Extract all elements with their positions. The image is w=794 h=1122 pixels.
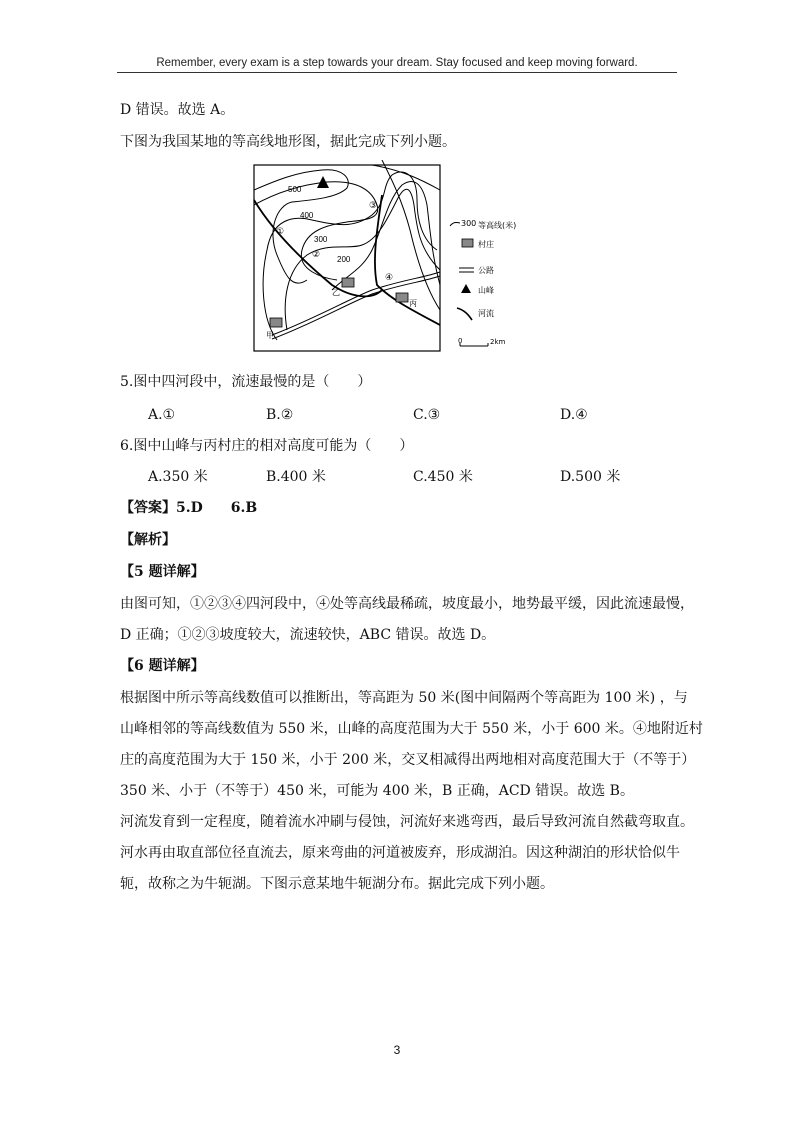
- header-motto: Remember, every exam is a step towards your dream. Stay focused and keep moving forward.: [156, 57, 638, 69]
- q5-option-c: C.③: [413, 407, 441, 423]
- village-label-bing: 丙: [409, 299, 417, 308]
- legend-contour-value: 300: [461, 219, 477, 228]
- oxbow-intro-line-2: 河水再由取直部位径直流去，原来弯曲的河道被废弃，形成湖泊。因这种湖泊的形状恰似牛: [120, 845, 680, 861]
- oxbow-intro-line-1: 河流发育到一定程度，随着流水冲刷与侵蚀，河流好来逃弯西，最后导致河流自然截弯取直。: [120, 814, 694, 830]
- contour-east: [382, 160, 440, 310]
- contour-label-500: 500: [288, 185, 302, 194]
- legend-river-icon: [457, 308, 472, 320]
- q5-detail-line-1: 由图可知，①②③④四河段中，④处等高线最稀疏，坡度最小，地势最平缓，因此流速最慢，: [120, 596, 694, 612]
- village-label-jia: 甲: [266, 331, 274, 340]
- contour-label-300: 300: [314, 235, 328, 244]
- legend-contour-icon: [450, 222, 460, 226]
- contour-lines: [254, 160, 440, 340]
- contour-map-figure: [252, 160, 542, 359]
- scale-zero: 0: [458, 337, 463, 345]
- analysis-heading: 【解析】: [120, 532, 176, 548]
- q5-option-d: D.④: [560, 407, 588, 423]
- segment-label-4: ④: [385, 273, 394, 283]
- segment-label-1: ①: [276, 227, 285, 237]
- question-5-stem: 5.图中四河段中，流速最慢的是（ ）: [120, 374, 372, 390]
- q6-detail-line-1: 根据图中所示等高线数值可以推断出，等高距为 50 米(图中间隔两个等高距为 100 米) ，与: [120, 690, 688, 706]
- question-6-stem: 6.图中山峰与丙村庄的相对高度可能为（ ）: [120, 438, 414, 454]
- q5-option-a: A.①: [148, 407, 176, 423]
- legend-road-text: 公路: [478, 266, 494, 275]
- scale-dist: 2km: [490, 338, 506, 346]
- prev-answer-tail: D 错误。故选 A。: [120, 102, 235, 118]
- q6-option-c: C.450 米: [413, 469, 473, 485]
- question-intro: 下图为我国某地的等高线地形图，据此完成下列小题。: [120, 134, 456, 150]
- river-line: [375, 195, 440, 325]
- q6-option-d: D.500 米: [560, 469, 621, 485]
- q5-detail-heading: 【5 题详解】: [120, 564, 205, 580]
- village-label-yi: 乙: [332, 288, 340, 297]
- q6-option-b: B.400 米: [266, 469, 326, 485]
- q6-detail-line-4: 350 米、小于（不等于）450 米，可能为 400 米，B 正确，ACD 错误。故选 B。: [120, 783, 634, 799]
- q6-option-a: A.350 米: [148, 469, 208, 485]
- segment-label-2: ②: [312, 250, 321, 260]
- page-number: 3: [393, 1043, 401, 1057]
- legend-peak-icon: [461, 284, 471, 293]
- legend-river-text: 河流: [478, 309, 494, 318]
- segment-label-3: ③: [369, 201, 378, 211]
- q5-detail-line-2: D 正确；①②③坡度较大，流速较快，ABC 错误。故选 D。: [120, 627, 496, 643]
- river-tributary: [254, 200, 382, 296]
- contour-map-svg: [252, 160, 542, 355]
- q6-detail-heading: 【6 题详解】: [120, 658, 205, 674]
- legend-contour-text: 等高线(米): [478, 221, 517, 230]
- legend-village-text: 村庄: [478, 240, 494, 249]
- contour-label-400: 400: [300, 211, 314, 220]
- legend-village-icon: [462, 239, 473, 247]
- contour-label-200: 200: [337, 255, 351, 264]
- q6-detail-line-3: 庄的高度范围为大于 150 米，小于 200 米，交叉相减得出两地相对高度范围大于（不等于）: [120, 752, 696, 768]
- header-rule: [117, 72, 677, 73]
- village-jia-icon: [270, 318, 282, 327]
- village-yi-icon: [342, 278, 354, 287]
- contour-ne: [372, 165, 440, 190]
- oxbow-intro-line-3: 轭，故称之为牛轭湖。下图示意某地牛轭湖分布。据此完成下列小题。: [120, 876, 554, 892]
- q5-option-b: B.②: [266, 407, 294, 423]
- q6-detail-line-2: 山峰相邻的等高线数值为 550 米，山峰的高度范围为大于 550 米，小于 600 米。④地附近村: [120, 721, 703, 737]
- village-bing-icon: [396, 293, 408, 302]
- answer-line: 【答案】5.D 6.B: [120, 500, 258, 516]
- legend-peak-text: 山峰: [478, 286, 494, 295]
- map-legend: [450, 219, 516, 346]
